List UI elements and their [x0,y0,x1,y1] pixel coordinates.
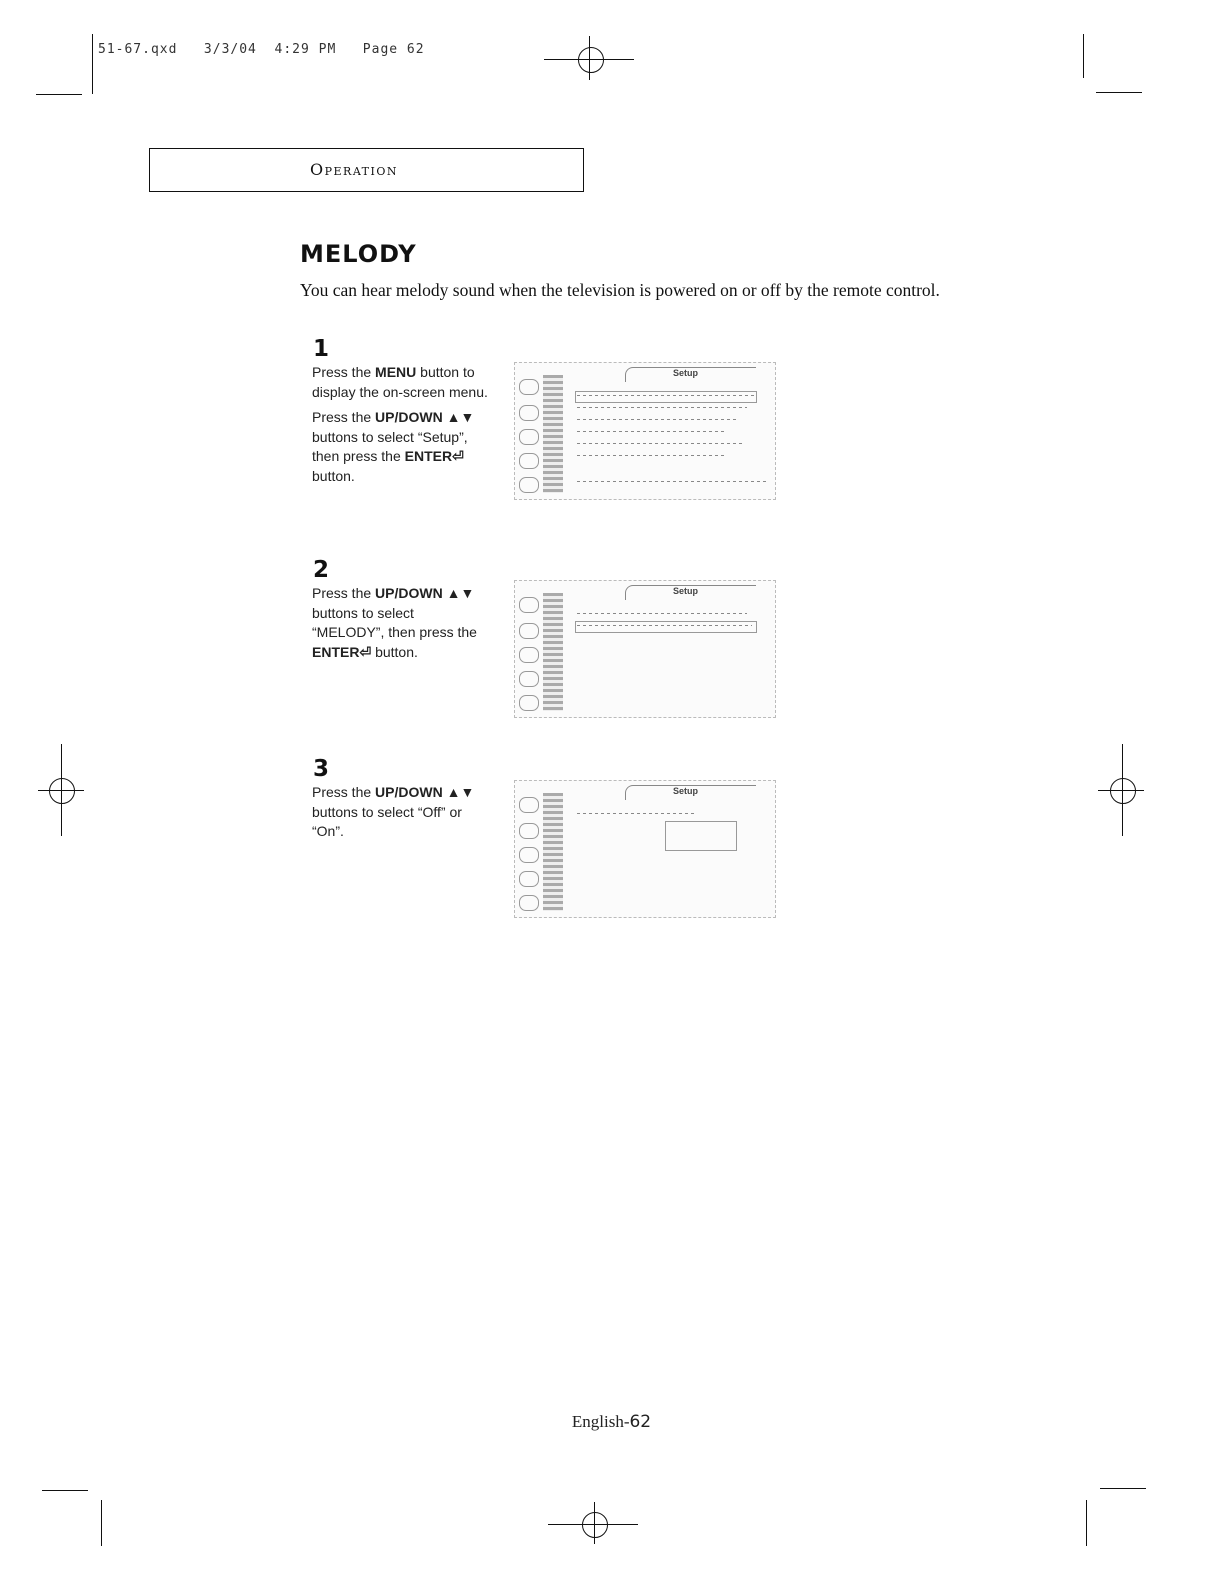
step-number: 3 [313,756,330,782]
instruction-paragraph: Press the UP/DOWN ▲▼ buttons to select “Setup”, then press the ENTER⏎ button. [312,409,475,484]
step-instructions [312,783,482,848]
crop-mark [42,1490,88,1491]
crop-mark [101,1500,102,1546]
tv-menu-screenshot [514,780,776,918]
menu-title: Setup [673,586,699,596]
crop-mark [1083,34,1084,78]
page-footer: English-62 [571,1412,652,1432]
instruction-paragraph: Press the UP/DOWN ▲▼ buttons to select “Off” or “On”. [312,784,475,839]
instruction-paragraph: Press the MENU button to display the on-screen menu. [312,364,488,400]
step-number: 2 [313,557,330,583]
instruction-paragraph: Press the UP/DOWN ▲▼ buttons to select “MELODY”, then press the ENTER⏎ button. [312,585,477,660]
crop-mark [36,94,82,95]
tv-menu-screenshot [514,362,776,500]
step-instructions [312,584,482,668]
crop-mark [92,34,93,94]
page-number: 62 [629,1412,652,1432]
step-number: 1 [313,336,330,362]
step-instructions [312,363,490,492]
menu-title: Setup [673,786,699,796]
crop-mark [1096,92,1142,93]
tv-menu-screenshot [514,580,776,718]
menu-sidebar [517,593,565,711]
intro-text: You can hear melody sound when the television is powered on or off by the remote control. [300,280,940,300]
menu-sidebar [517,375,565,493]
crop-mark [1086,1500,1087,1546]
section-title: Operation [310,160,398,179]
printer-slug: 51-67.qxd 3/3/04 4:29 PM Page 62 [98,42,425,57]
menu-title: Setup [673,368,699,378]
page-heading: MELODY [300,240,417,268]
crop-mark [1100,1488,1146,1489]
menu-sidebar [517,793,565,911]
